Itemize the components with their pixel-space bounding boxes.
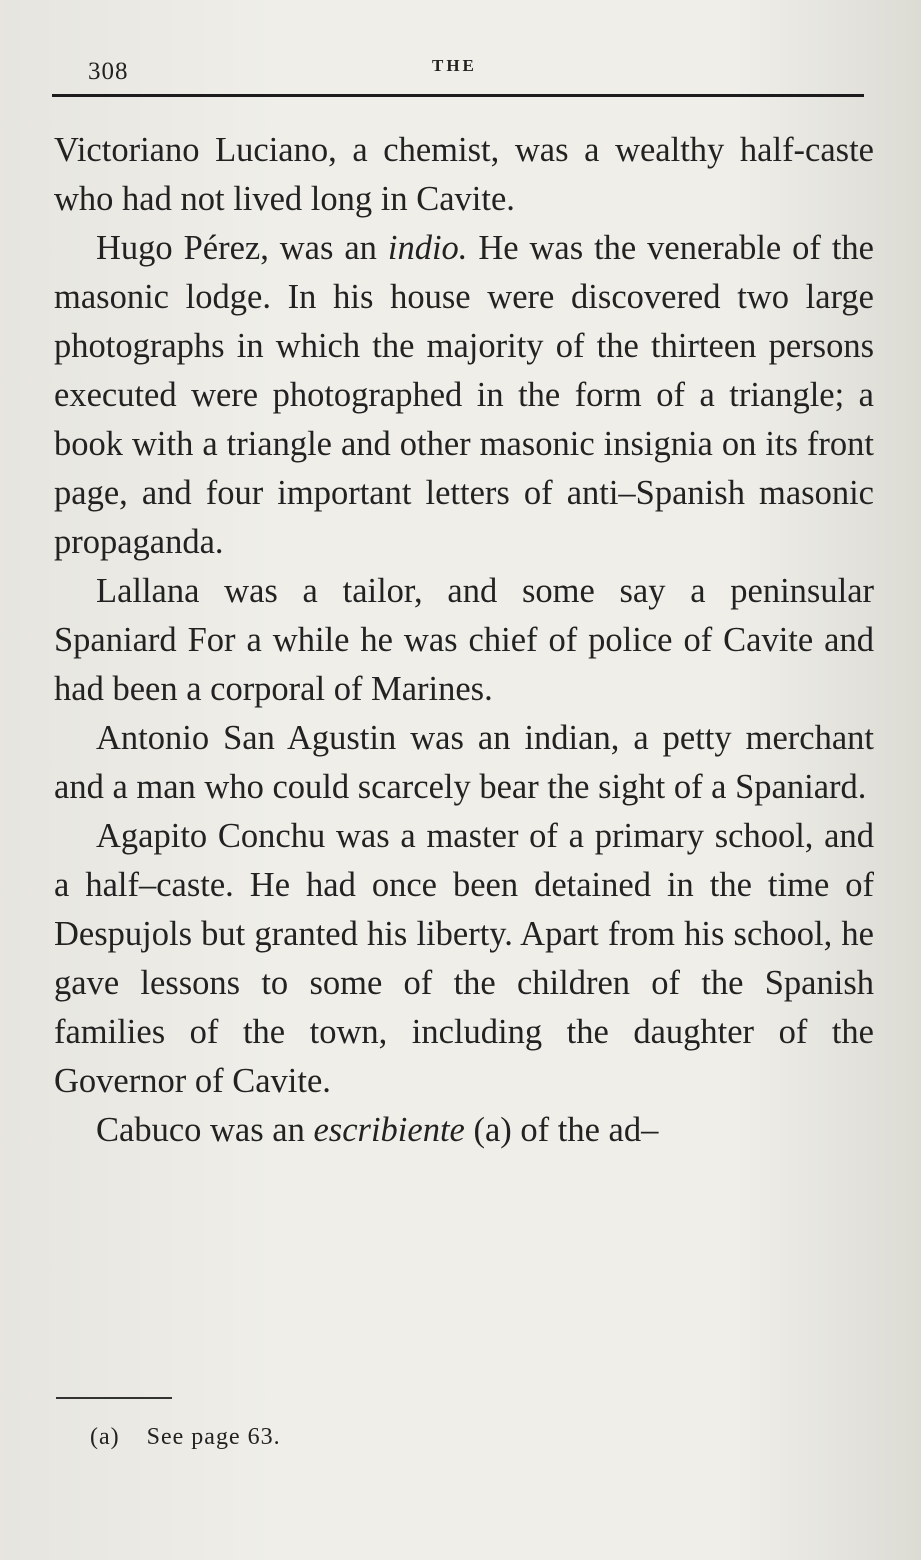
paragraph-lallana: Lallana was a tailor, and some say a peninsular Spaniard For a while he was chief of police of Cavite and had been a corporal of Marines. [54,572,874,708]
paragraph-perez [54,224,874,567]
running-head: THE [432,56,477,75]
paragraph-luciano: Victoriano Luciano, a chemist, was a wealthy half-caste who had not lived long in Cavite. [54,131,874,218]
footnote-rule [56,1397,172,1399]
header-rule [52,94,864,97]
page-number: 308 [88,58,129,85]
body-text [54,126,874,1155]
paragraph-perez-start: Hugo Pérez, was an [96,229,388,267]
italic-term-escribiente: escribiente [313,1111,465,1149]
paragraph-conchu: Agapito Conchu was a master of a primary school, and a half–caste. He had once been detained in the time of Despujols but granted his liberty. Apart from his school, he gave lessons to some of the children of the Spanish families of the town, including the daughter of the Governor of Cavite. [54,817,874,1100]
page-header [84,52,866,92]
paragraph-cabuco-start: Cabuco was an [96,1111,314,1149]
paragraph-cabuco [54,1106,874,1155]
paragraph-perez-rest: He was the venerable of the masonic lodge. In his house were discovered two large photographs in which the majority of the thirteen persons executed were photographed in the form of a triangle; a book with a triangle and other masonic insignia on its front page, and four important letters of anti–Spanish masonic propaganda. [54,229,874,561]
footnote-text: See page 63. [146,1424,281,1450]
footnote-marker: (a) [90,1424,120,1450]
paragraph-cabuco-rest: (a) of the ad– [464,1111,659,1149]
italic-term-indio: indio. [387,229,468,267]
paragraph-san-agustin: Antonio San Agustin was an indian, a petty merchant and a man who could scarcely bear the sight of a Spaniard. [54,719,874,806]
footnote [90,1424,281,1451]
